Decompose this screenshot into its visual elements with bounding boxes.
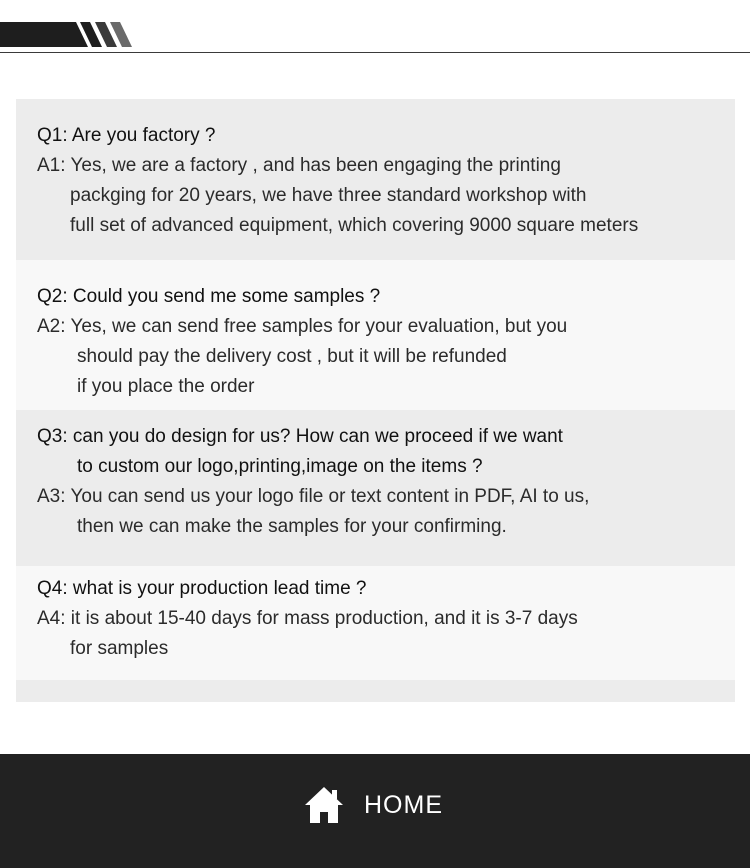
faq-item-2 (16, 260, 735, 410)
faq-answer-2-line-2: should pay the delivery cost , but it will be refunded (77, 346, 507, 367)
faq-item-4 (16, 566, 735, 680)
faq-question-3-line-2: to custom our logo,printing,image on the items ? (77, 456, 483, 477)
faq-question-3-line-1: Q3: can you do design for us? How can we proceed if we want (37, 426, 563, 447)
faq-question-1: Q1: Are you factory ? (37, 125, 216, 146)
faq-question-2: Q2: Could you send me some samples ? (37, 286, 381, 307)
faq-bottom-strip (16, 680, 735, 702)
footer-bar (0, 754, 750, 868)
faq-answer-2-line-3: if you place the order (77, 376, 255, 397)
header-stripe-graphic (0, 0, 750, 60)
home-label: HOME (364, 791, 443, 819)
faq-item-1 (16, 99, 735, 260)
faq-answer-3-line-2: then we can make the samples for your confirming. (77, 516, 507, 537)
faq-list (16, 99, 735, 702)
faq-answer-2-line-1: A2: Yes, we can send free samples for your evaluation, but you (37, 316, 568, 337)
home-icon (304, 786, 344, 824)
faq-answer-4-line-2: for samples (70, 638, 169, 659)
faq-answer-3-line-1: A3: You can send us your logo file or text content in PDF, AI to us, (37, 486, 590, 507)
faq-item-3 (16, 410, 735, 566)
faq-answer-1-line-2: packging for 20 years, we have three standard workshop with (70, 185, 587, 206)
header-decoration (0, 0, 750, 60)
faq-answer-1-line-3: full set of advanced equipment, which covering 9000 square meters (70, 215, 639, 236)
faq-answer-4-line-1: A4: it is about 15-40 days for mass production, and it is 3-7 days (37, 608, 578, 629)
faq-question-4: Q4: what is your production lead time ? (37, 578, 367, 599)
home-button[interactable] (304, 785, 443, 825)
faq-answer-1-line-1: A1: Yes, we are a factory , and has been engaging the printing (37, 155, 561, 176)
